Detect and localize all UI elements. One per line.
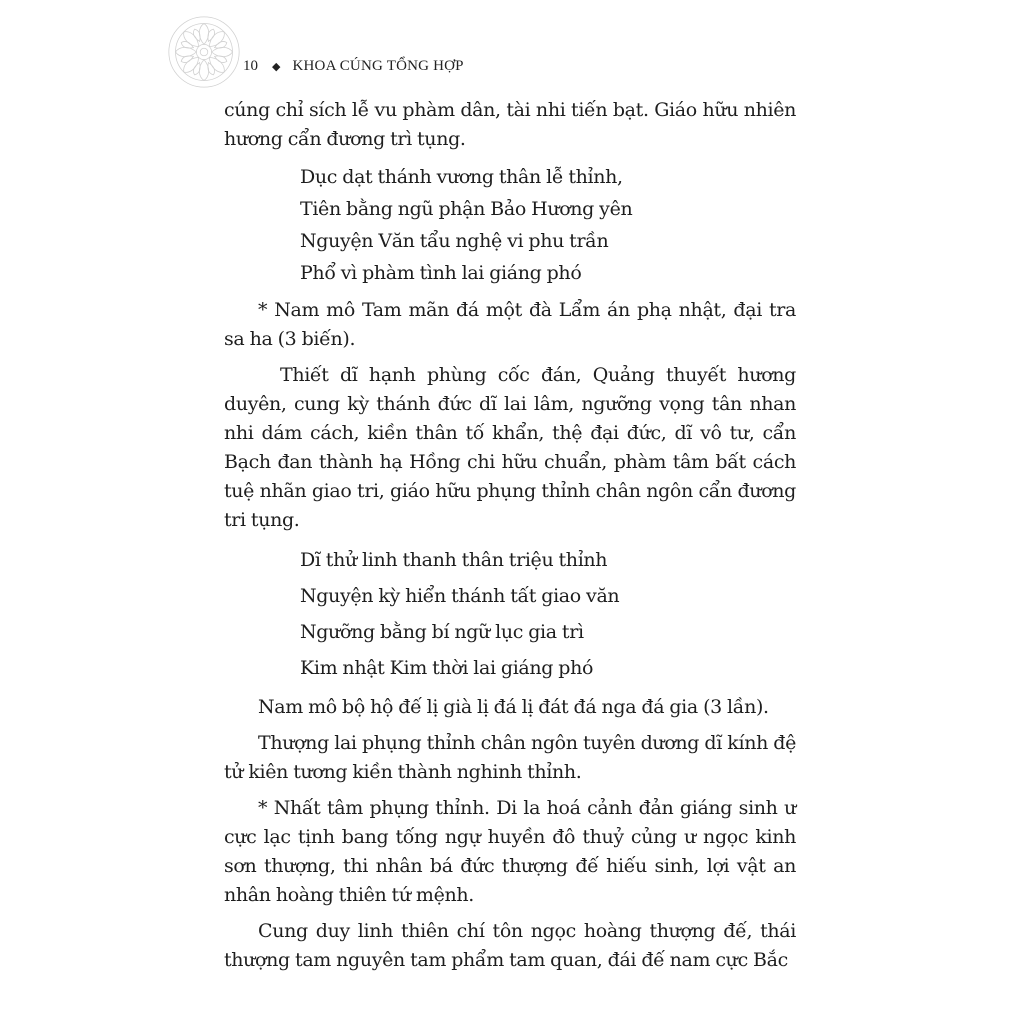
paragraph-1: cúng chỉ sích lễ vu phàm dân, tài nhi tiến bạt. Giáo hữu nhiên hương cẩn đương trì tụng. bbox=[224, 99, 796, 150]
running-header bbox=[243, 55, 464, 77]
page-number: 10 bbox=[243, 57, 258, 74]
paragraph-2: * Nam mô Tam mãn đá một đà Lẩm án phạ nhật, đại tra sa ha (3 biến). bbox=[224, 299, 796, 350]
verse-line: Nguyện kỳ hiển thánh tất giao văn bbox=[300, 585, 620, 607]
book-title: KHOA CÚNG TỔNG HỢP bbox=[292, 57, 464, 74]
diamond-separator-icon: ◆ bbox=[272, 60, 281, 73]
verse-line: Dĩ thử linh thanh thân triệu thỉnh bbox=[300, 549, 608, 571]
verse-line: Tiên bằng ngũ phận Bảo Hương yên bbox=[300, 198, 633, 220]
verse-line: Nguyện Văn tẩu nghệ vi phu trần bbox=[300, 230, 609, 252]
verse-block-1 bbox=[224, 161, 796, 289]
paragraph-6: * Nhất tâm phụng thỉnh. Di la hoá cảnh đản giáng sinh ư cực lạc tịnh bang tống ngự huyền đô thuỷ củng ư ngọc kinh sơn thượng, thi nhân bá đức thượng đế hiếu sinh, lợi vật an nhân hoàng thiên tứ mệnh. bbox=[224, 797, 796, 906]
verse-line: Phổ vì phàm tình lai giáng phó bbox=[300, 262, 582, 284]
verse-line: Kim nhật Kim thời lai giáng phó bbox=[300, 657, 594, 679]
paragraph-4: Nam mô bộ hộ đế lị già lị đá lị đát đá nga đá gia (3 lần). bbox=[258, 696, 769, 718]
paragraph-7: Cung duy linh thiên chí tôn ngọc hoàng thượng đế, thái thượng tam nguyên tam phẩm tam quan, đái đế nam cực Bắc bbox=[224, 920, 796, 971]
verse-line: Ngưỡng bằng bí ngữ lục gia trì bbox=[300, 621, 584, 643]
verse-line: Dục dạt thánh vương thân lễ thỉnh, bbox=[300, 166, 623, 188]
lotus-mandala-icon bbox=[166, 14, 242, 90]
paragraph-5: Thượng lai phụng thỉnh chân ngôn tuyên dương dĩ kính đệ tử kiên tương kiền thành nghinh thỉnh. bbox=[224, 732, 796, 783]
body-text bbox=[224, 96, 796, 982]
paragraph-3: Thiết dĩ hạnh phùng cốc đán, Quảng thuyết hương duyên, cung kỳ thánh đức dĩ lai lâm, ngưỡng vọng tân nhan nhi dám cách, kiền thân tố khẩn, thệ đại đức, dĩ vô tư, cẩn Bạch đan thành hạ Hồng chi hữu chuẩn, phàm tâm bất cách tuệ nhãn giao tri, giáo hữu phụng thỉnh chân ngôn cẩn đương tri tụng. bbox=[224, 364, 796, 531]
verse-block-2 bbox=[224, 542, 796, 686]
